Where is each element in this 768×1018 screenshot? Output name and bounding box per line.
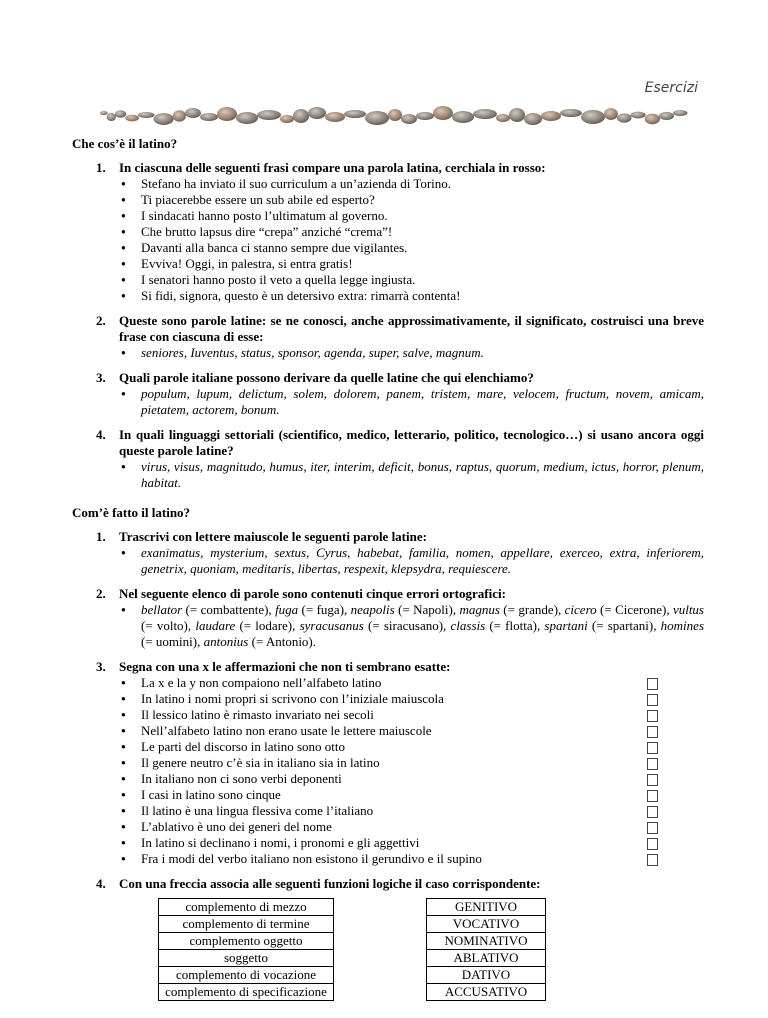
exercise-1-2 [72,313,704,361]
exercise-question: In ciascuna delle seguenti frasi compare una parola latina, cerchiala in rosso: [119,160,546,175]
case-box[interactable]: VOCATIVO [426,915,546,933]
stone-shape [581,110,605,124]
stone-shape [115,110,126,118]
stone-shape [645,114,660,125]
word-gloss: (= flotta), [485,618,545,633]
stone-shape [236,112,258,124]
stone-shape [325,112,345,122]
checkbox[interactable] [647,742,658,754]
statement-text: ● Il latino è una lingua flessiva come l’italiano [141,803,374,818]
stone-shape [100,111,108,115]
stone-shape [509,108,525,122]
exercise-question: In quali linguaggi settoriali (scientifico, medico, letterario, politico, tecnologico…) si usano ancora oggi queste parole latine? [119,427,704,458]
word-pairs-list [119,602,704,650]
exercise-1-4 [72,427,704,491]
latin-word: bellator [141,602,183,617]
exercise-2-3 [72,659,704,867]
word-gloss: (= Cicerone), [596,602,673,617]
word-list: ● seniores, Iuventus, status, sponsor, agenda, super, salve, magnum. [119,345,704,361]
word-gloss: (= Antonio). [248,634,317,649]
latin-word: laudare [195,618,236,633]
statement-item [119,755,704,771]
statement-checklist [119,675,704,867]
stone-shape [138,112,155,118]
statement-item [119,803,704,819]
exercise-2-2 [72,586,704,650]
list-item: ● Ti piacerebbe essere un sub abile ed esperto? [119,192,704,208]
checkbox[interactable] [647,678,658,690]
section-title-come-fatto-il-latino: Com’è fatto il latino? [72,505,191,520]
latin-word: spartani [544,618,588,633]
stone-shape [293,109,309,123]
exercise-question: Queste sono parole latine: se ne conosci, anche approssimativamente, il significato, costruisci una breve frase con ciascuna di esse: [119,313,704,344]
checkbox[interactable] [647,710,658,722]
stone-shape [308,107,326,119]
list-item: ● I senatori hanno posto il veto a quella legge ingiusta. [119,272,704,288]
word-gloss: (= combattente), [182,602,276,617]
section-title-che-cose-il-latino: Che cos’è il latino? [72,136,178,151]
exercise-question: Nel seguente elenco di parole sono contenuti cinque errori ortografici: [119,586,506,601]
stone-shape [125,115,139,122]
logical-function-box[interactable]: complemento di mezzo [158,898,334,916]
list-item: ● Si fidi, signora, questo è un detersivo extra: rimarrà contenta! [119,288,704,304]
page-header-title: Esercizi [644,80,698,96]
stone-shape [541,111,561,121]
exercise-number: 3. [96,659,106,674]
case-box[interactable]: NOMINATIVO [426,932,546,950]
exercise-1-3 [72,370,704,418]
stone-shape [524,113,542,125]
exercise-number: 1. [96,529,106,544]
checkbox[interactable] [647,758,658,770]
stone-shape [473,109,497,119]
logical-functions-column [158,898,334,1001]
statement-item [119,739,704,755]
stone-shape [217,107,237,121]
word-gloss: (= uomini), [141,634,204,649]
latin-word: classis [450,618,486,633]
stone-shape [173,110,186,121]
stone-shape [257,110,281,120]
exercise-number: 1. [96,160,106,175]
exercise-question: Con una freccia associa alle seguenti funzioni logiche il caso corrispondente: [119,876,541,891]
checkbox[interactable] [647,822,658,834]
stone-shape [107,113,116,121]
exercise-1-1 [72,160,704,304]
stone-shape [560,109,582,117]
word-gloss: (= fuga), [298,602,351,617]
latin-word: fuga [275,602,299,617]
exercise-number: 3. [96,370,106,385]
statement-item [119,723,704,739]
latin-word: vultus [672,602,704,617]
exercise-question: Quali parole italiane possono derivare da quelle latine che qui elenchiamo? [119,370,534,385]
statement-text: ● L’ablativo è uno dei generi del nome [141,819,332,834]
stone-shape [433,106,453,120]
exercise-2-4 [72,876,704,892]
word-gloss: (= spartani), [587,618,661,633]
stone-shape [617,113,632,122]
stone-shape [200,113,218,121]
checkbox[interactable] [647,726,658,738]
stone-shape [185,108,201,118]
logical-function-box[interactable]: complemento oggetto [158,932,334,950]
statement-item [119,819,704,835]
stone-shape [365,111,389,125]
case-box[interactable]: GENITIVO [426,898,546,916]
checkbox[interactable] [647,854,658,866]
stone-shape [388,109,402,121]
word-gloss: (= volto), [141,618,196,633]
statement-item [119,851,704,867]
statement-text: ● La x e la y non compaiono nell’alfabeto latino [141,675,382,690]
statement-item [119,675,704,691]
logical-function-box[interactable]: soggetto [158,949,334,967]
statement-text: ● Le parti del discorso in latino sono otto [141,739,345,754]
stone-shape [673,110,688,116]
list-item: ● Che brutto lapsus dire “crepa” anziché “crema”! [119,224,704,240]
latin-word: syracusanus [299,618,364,633]
matching-exercise [72,898,704,1018]
case-box[interactable]: ACCUSATIVO [426,983,546,1001]
word-gloss: (= lodare), [235,618,300,633]
exercise-number: 4. [96,876,106,891]
list-item: ● I sindacati hanno posto l’ultimatum al governo. [119,208,704,224]
logical-function-box[interactable]: complemento di specificazione [158,983,334,1001]
statement-item [119,707,704,723]
list-item: ● Stefano ha inviato il suo curriculum a un’azienda di Torino. [119,176,704,192]
word-gloss: (= siracusano), [363,618,451,633]
logical-function-box[interactable]: complemento di vocazione [158,966,334,984]
statement-text: ● In latino i nomi propri si scrivono con l’iniziale maiuscola [141,691,444,706]
checkbox[interactable] [647,806,658,818]
word-list: ● populum, lupum, delictum, solem, dolorem, panem, tristem, mare, velocem, fructum, novem, amicam, pietatem, actorem, bonum. [119,386,704,418]
case-box[interactable]: ABLATIVO [426,949,546,967]
exercise-2-1 [72,529,704,577]
latin-word: neapolis [350,602,395,617]
stone-shape [401,114,417,124]
exercise-number: 4. [96,427,106,442]
exercise-number: 2. [96,313,106,328]
stone-shape [631,112,646,119]
statement-text: ● Fra i modi del verbo italiano non esistono il gerundivo e il supino [141,851,482,866]
stone-shape [344,110,366,118]
stone-shape [496,114,510,122]
latin-word: homines [660,618,705,633]
statement-item [119,787,704,803]
latin-word: cicero [564,602,597,617]
logical-function-box[interactable]: complemento di termine [158,915,334,933]
checkbox[interactable] [647,790,658,802]
word-gloss: (= grande), [499,602,565,617]
checkbox[interactable] [647,774,658,786]
stone-shape [659,112,674,120]
word-list: ● virus, visus, magnitudo, humus, iter, interim, deficit, bonus, raptus, quorum, medium, ictus, horror, plenum, habitat. [119,459,704,491]
statement-text: ● In italiano non ci sono verbi deponenti [141,771,342,786]
stone-shape [280,115,294,123]
statement-text: ● I casi in latino sono cinque [141,787,281,802]
statement-text: ● Nell’alfabeto latino non erano usate le lettere maiuscole [141,723,432,738]
case-box[interactable]: DATIVO [426,966,546,984]
statement-item [119,835,704,851]
checkbox[interactable] [647,838,658,850]
stone-shape [416,112,434,120]
statement-item [119,771,704,787]
stone-shape [604,108,618,120]
statement-text: ● Il genere neutro c’è sia in italiano sia in latino [141,755,380,770]
latin-word: magnus [459,602,500,617]
word-list: ● exanimatus, mysterium, sextus, Cyrus, habebat, familia, nomen, appellare, exerceo, extra, inferiorem, genetrix, quoniam, meditaris, libertas, respexit, klepsydra, requiescere. [119,545,704,577]
statement-text: ● In latino si declinano i nomi, i pronomi e gli aggettivi [141,835,420,850]
list-item: ● Davanti alla banca ci stanno sempre due vigilantes. [119,240,704,256]
exercise-number: 2. [96,586,106,601]
exercise-question: Segna con una x le affermazioni che non ti sembrano esatte: [119,659,451,674]
word-gloss: (= Napoli), [394,602,460,617]
latin-word: antonius [203,634,249,649]
cases-column [426,898,546,1001]
checkbox[interactable] [647,694,658,706]
stone-shape [452,111,474,123]
statement-text: ● Il lessico latino è rimasto invariato nei secoli [141,707,374,722]
stone-shape [154,113,174,125]
list-item: ● Evviva! Oggi, in palestra, si entra gratis! [119,256,704,272]
decorative-stones-image [92,100,692,132]
sentence-list [119,176,704,304]
statement-item [119,691,704,707]
exercise-question: Trascrivi con lettere maiuscole le seguenti parole latine: [119,529,427,544]
